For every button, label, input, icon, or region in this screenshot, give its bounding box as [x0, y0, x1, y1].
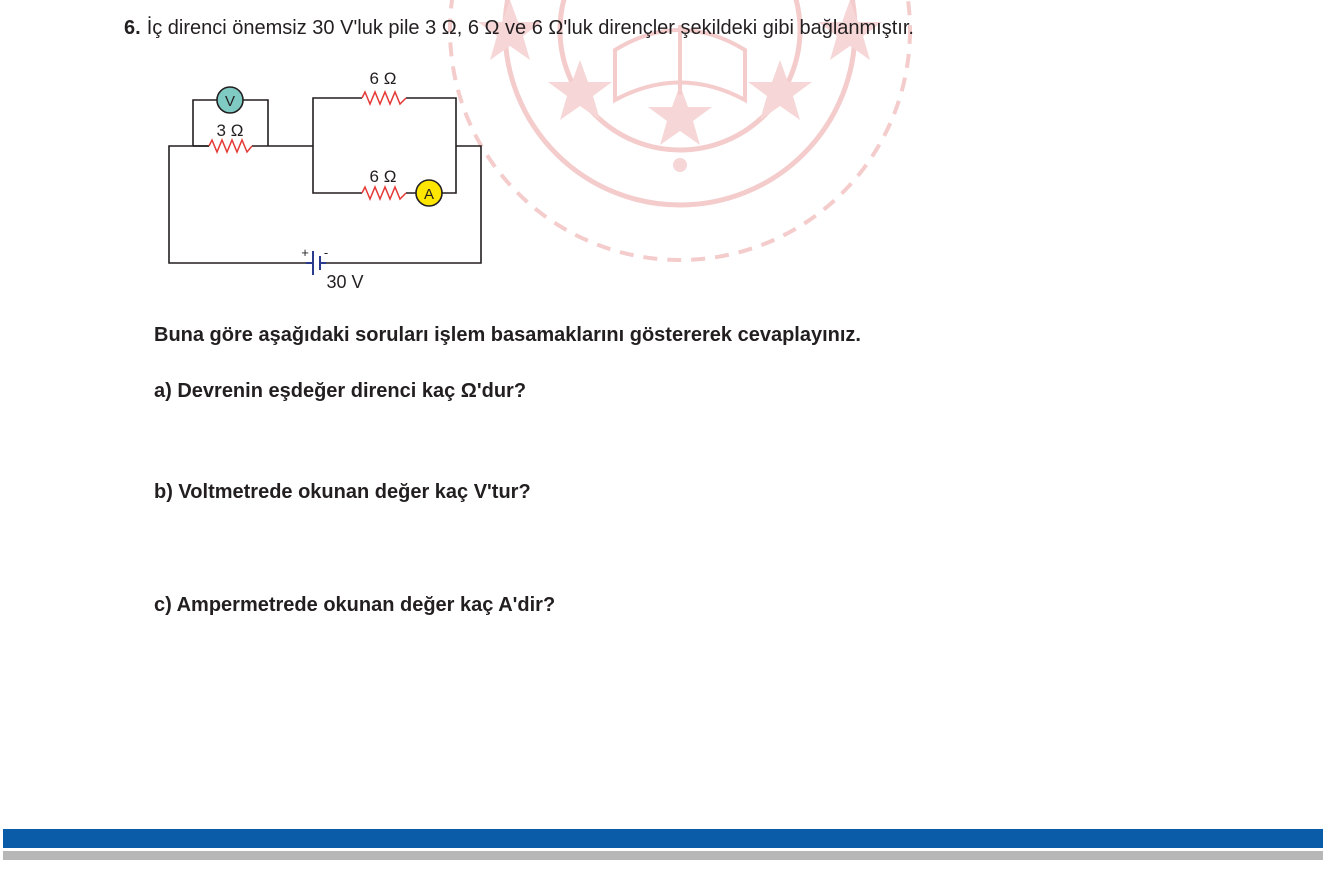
question-number: 6. [124, 17, 141, 39]
battery-plus: + [301, 245, 309, 260]
battery-minus: - [323, 245, 329, 260]
circuit-diagram [160, 60, 500, 300]
question-text: İç direnci önemsiz 30 V'luk pile 3 Ω, 6 Ω ve 6 Ω'luk dirençler şekildeki gibi bağlanmıştır. [146, 17, 914, 39]
wire-left [169, 146, 306, 263]
footer-line [3, 851, 1323, 860]
part-b: b) Voltmetrede okunan değer kaç V'tur? [154, 481, 531, 503]
resistor-3ohm [209, 140, 252, 152]
resistor-6ohm-bottom-label: 6 Ω [369, 167, 397, 186]
parallel-top-right-wire [406, 98, 456, 146]
resistor-6ohm-top [362, 92, 406, 104]
instruction-text: Buna göre aşağıdaki soruları işlem basamaklarını göstererek cevaplayınız. [154, 324, 861, 346]
ammeter-label: A [423, 186, 435, 203]
resistor-6ohm-bottom [362, 187, 406, 199]
parallel-left-wire [313, 98, 362, 193]
part-a: a) Devrenin eşdeğer direnci kaç Ω'dur? [154, 380, 527, 402]
voltmeter-label: V [224, 93, 236, 110]
resistor-6ohm-top-label: 6 Ω [369, 69, 397, 88]
battery-label: 30 V [326, 272, 364, 292]
footer-bar [3, 829, 1323, 848]
resistor-3ohm-label: 3 Ω [216, 121, 244, 140]
question-header [124, 17, 914, 40]
wire-right [322, 146, 481, 263]
part-c: c) Ampermetrede okunan değer kaç A'dir? [154, 594, 556, 616]
